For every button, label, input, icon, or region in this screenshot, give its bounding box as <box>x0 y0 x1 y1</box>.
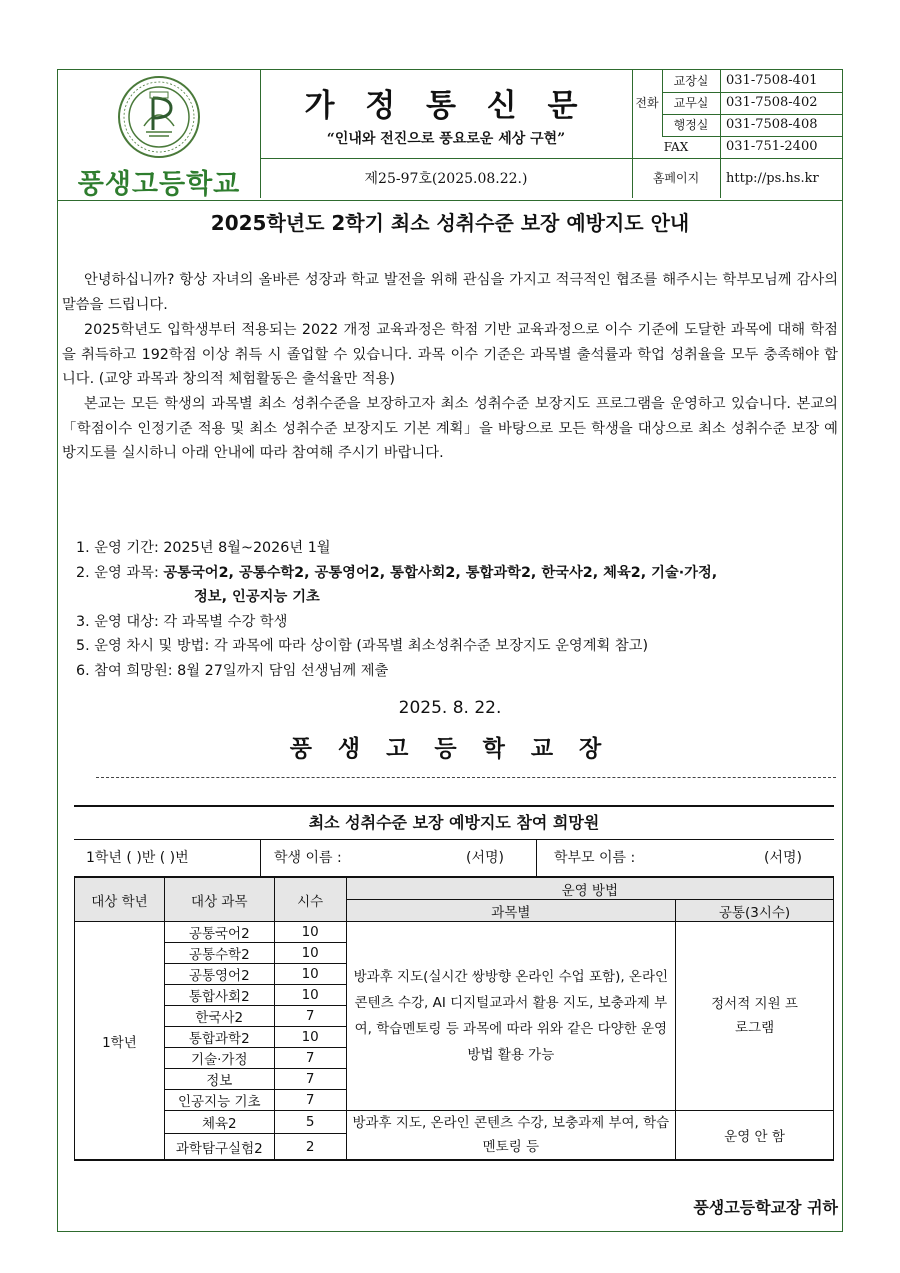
contact-label: 행정실 <box>662 114 721 136</box>
hours-cell: 2 <box>274 1134 346 1160</box>
closing-line: 풍생고등학교장 귀하 <box>693 1198 838 1217</box>
subject-cell: 통합사회2 <box>164 985 274 1006</box>
parent-sign-field[interactable]: (서명) <box>764 850 802 866</box>
fax-number: 031-751-2400 <box>726 139 818 154</box>
homepage-link[interactable]: http://ps.hs.kr <box>726 171 819 186</box>
contact-block <box>632 70 842 198</box>
col-hours: 시수 <box>274 878 346 922</box>
table-row <box>75 922 834 943</box>
subject-cell: 공통영어2 <box>164 964 274 985</box>
school-seal-icon <box>116 74 202 160</box>
subject-cell: 인공지능 기초 <box>164 1090 274 1111</box>
paragraph-curriculum: 2025학년도 입학생부터 적용되는 2022 개정 교육과정은 학점 기반 교육과정으로 이수 기준에 도달한 과목에 대해 학점을 취득하고 192학점 이상 취득 시 졸업할 수 있습니다. 과목 이수 기준은 과목별 출석률과 학업 성취율을 모두 충족해야 합니다. (교양 과목과 창의적 체험활동은 출석율만 적용) <box>62 322 838 387</box>
col-method: 운영 방법 <box>346 878 833 900</box>
common-cell: 운영 안 함 <box>676 1111 834 1161</box>
subject-cell: 한국사2 <box>164 1006 274 1027</box>
phone-label: 전화 <box>632 70 663 136</box>
paragraph-greeting: 안녕하십니까? 항상 자녀의 올바른 성장과 학교 발전을 위해 관심을 가지고 적극적인 협조를 해주시는 학부모님께 감사의 말씀을 드립니다. <box>62 272 838 313</box>
list-item: 정보, 인공지능 기초 <box>194 589 320 605</box>
method-cell: 방과후 지도(실시간 쌍방향 온라인 수업 포함), 온라인 콘텐츠 수강, AI 디지털교과서 활용 지도, 보충과제 부여, 학습멘토링 등 과목에 따라 위와 같은 다양한 운영 방법 활용 가능 <box>346 922 675 1111</box>
application-form <box>74 805 834 1161</box>
title-cell <box>260 70 633 198</box>
list-item: 3. 운영 대상: 각 과목별 수강 학생 <box>76 613 288 630</box>
logo-cell <box>58 70 261 198</box>
hours-cell: 10 <box>274 922 346 943</box>
col-grade: 대상 학년 <box>75 878 165 922</box>
common-cell: 정서적 지원 프로그램 <box>676 922 834 1111</box>
contact-row <box>662 114 842 137</box>
contact-row <box>662 92 842 115</box>
contact-number: 031-7508-402 <box>726 95 818 110</box>
issue-number: 제25-97호(2025.08.22.) <box>260 158 632 199</box>
subject-cell: 과학탐구실험2 <box>164 1134 274 1160</box>
list-item: 2. 운영 과목: 공통국어2, 공통수학2, 공통영어2, 통합사회2, 통합과학2, 한국사2, 체육2, 기술·가정, <box>76 564 718 581</box>
info-list <box>76 536 846 683</box>
grade-cell: 1학년 <box>75 922 165 1161</box>
hours-cell: 5 <box>274 1111 346 1134</box>
fax-label: FAX <box>632 136 721 158</box>
subject-cell: 통합과학2 <box>164 1027 274 1048</box>
hours-cell: 10 <box>274 985 346 1006</box>
fax-row <box>632 136 842 159</box>
contact-number: 031-7508-401 <box>726 73 818 88</box>
document-title: 2025학년도 2학기 최소 성취수준 보장 예방지도 안내 <box>210 211 690 235</box>
contact-label: 교장실 <box>662 70 721 92</box>
col-subject: 대상 과목 <box>164 878 274 922</box>
method-cell: 방과후 지도, 온라인 콘텐츠 수강, 보충과제 부여, 학습멘토링 등 <box>346 1111 675 1161</box>
hours-cell: 10 <box>274 964 346 985</box>
subject-cell: 정보 <box>164 1069 274 1090</box>
letterhead <box>58 70 842 201</box>
hours-cell: 7 <box>274 1069 346 1090</box>
list-item: 6. 참여 희망원: 8월 27일까지 담임 선생님께 제출 <box>76 662 389 679</box>
hours-cell: 7 <box>274 1048 346 1069</box>
newsletter-frame <box>57 69 843 1232</box>
hours-cell: 7 <box>274 1090 346 1111</box>
contact-label: 교무실 <box>662 92 721 114</box>
subject-cell: 체육2 <box>164 1111 274 1134</box>
cut-line <box>96 777 836 778</box>
subject-cell: 공통수학2 <box>164 943 274 964</box>
form-title: 최소 성취수준 보장 예방지도 참여 희망원 <box>74 805 834 840</box>
homepage-label: 홈페이지 <box>632 159 721 198</box>
list-item: 5. 운영 차시 및 방법: 각 과목에 따라 상이함 (과목별 최소성취수준 보장지도 운영계획 참고) <box>76 638 649 654</box>
homepage-row <box>632 159 842 198</box>
school-name: 풍생고등학교 <box>77 169 241 200</box>
paragraph-program: 본교는 모든 학생의 과목별 최소 성취수준을 보장하고자 최소 성취수준 보장지도 프로그램을 운영하고 있습니다. 본교의 「학점이수 인정기준 적용 및 최소 성취수준 보장지도 기본 계획」을 바탕으로 모든 학생을 대상으로 최소 성취수준 보장 예방지도를 실시하니 아래 안내에 따라 참여해 주시기 바랍니다. <box>62 396 838 461</box>
school-motto: “인내와 전진으로 풍요로운 세상 구현” <box>326 131 566 147</box>
student-sign-field[interactable]: (서명) <box>466 850 504 866</box>
table-row <box>75 1111 834 1134</box>
hours-cell: 7 <box>274 1006 346 1027</box>
newsletter-title: 가 정 통 신 문 <box>304 88 588 124</box>
subject-cell: 공통국어2 <box>164 922 274 943</box>
contact-number: 031-7508-408 <box>726 117 818 132</box>
parent-name-label: 학부모 이름 : <box>554 850 636 866</box>
hours-cell: 10 <box>274 943 346 964</box>
class-number-field[interactable]: 1학년 ( )반 ( )번 <box>86 850 189 866</box>
col-common: 공통(3시수) <box>676 900 834 922</box>
signature-row <box>74 840 834 877</box>
principal-signature: 풍 생 고 등 학 교 장 <box>289 736 611 762</box>
contact-row <box>662 70 842 93</box>
issue-date: 2025. 8. 22. <box>398 698 502 718</box>
plan-table <box>74 877 834 1161</box>
list-item: 1. 운영 기간: 2025년 8월~2026년 1월 <box>76 540 331 556</box>
col-by-subject: 과목별 <box>346 900 675 922</box>
hours-cell: 10 <box>274 1027 346 1048</box>
student-name-label: 학생 이름 : <box>274 850 342 866</box>
subject-cell: 기술·가정 <box>164 1048 274 1069</box>
